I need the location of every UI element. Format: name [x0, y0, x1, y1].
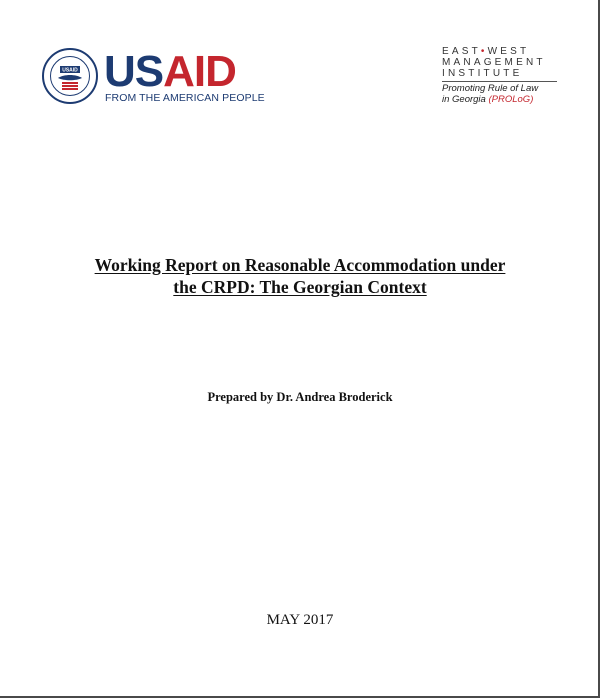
title-line-1: Working Report on Reasonable Accommodation under [94, 255, 506, 275]
ewmi-line-2: MANAGEMENT [442, 57, 546, 68]
publication-date: MAY 2017 [266, 612, 334, 628]
ewmi-subtitle-2: in Georgia (PROLoG) [442, 93, 534, 105]
usaid-tagline: FROM THE AMERICAN PEOPLE [105, 92, 265, 104]
usaid-seal-icon [42, 48, 98, 104]
ewmi-line-1: EAST•WEST [442, 46, 530, 57]
ewmi-subtitle-1: Promoting Rule of Law [442, 83, 539, 94]
title-line-2: the CRPD: The Georgian Context [173, 277, 427, 297]
author-line: Prepared by Dr. Andrea Broderick [207, 390, 393, 404]
usaid-logo [42, 47, 265, 106]
document-title [40, 254, 560, 298]
usaid-wordmark: USAID [104, 47, 236, 96]
ewmi-logo [442, 46, 557, 126]
ewmi-line-3: INSTITUTE [442, 68, 557, 82]
svg-text:USAID: USAID [62, 67, 78, 74]
